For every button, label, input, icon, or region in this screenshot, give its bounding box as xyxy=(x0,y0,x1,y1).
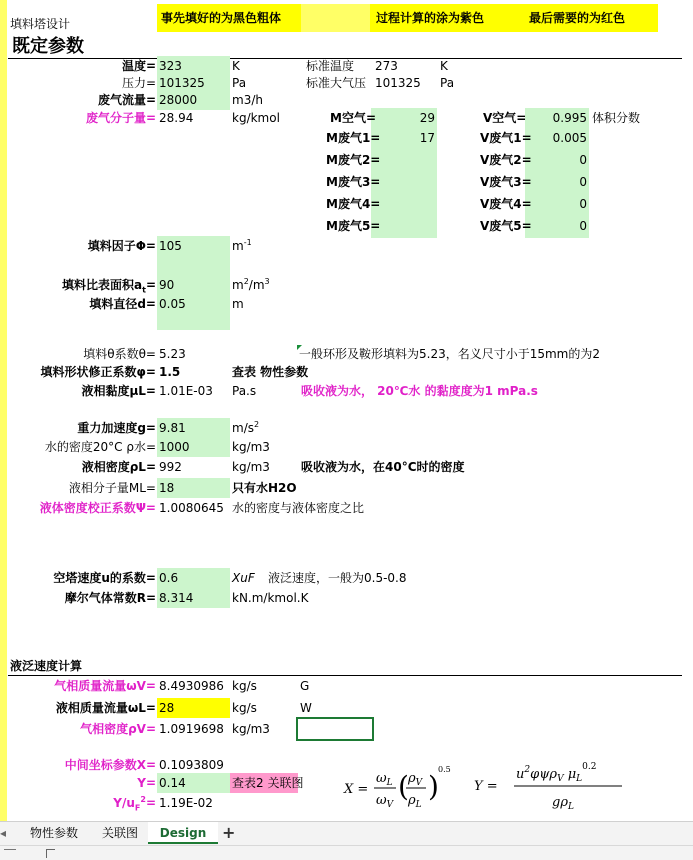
m-gas3-label: M废气3= xyxy=(326,175,381,189)
gravity-label: 重力加速度g= xyxy=(77,421,156,435)
legend-bg-mid xyxy=(301,4,370,32)
svg-text:(: ( xyxy=(398,770,409,803)
std-pressure-unit: Pa xyxy=(440,76,455,90)
svg-text:ρV: $\rho_V$ xyxy=(408,771,423,788)
svg-text:): ) xyxy=(428,770,439,803)
theta-note: 一般环形及鞍形填料为5.23，名义尺寸小于15mm的为2 xyxy=(299,347,601,361)
v-gas5-label: V废气5= xyxy=(480,219,532,233)
liq-mass-label: 液相质量流量ωL= xyxy=(55,701,156,715)
gas-mass-value[interactable]: 8.4930986 xyxy=(159,679,224,693)
pack-dia-value[interactable]: 0.05 xyxy=(157,294,230,330)
v-gas4-value[interactable]: 0 xyxy=(579,197,587,211)
liq-mass-value[interactable]: 28 xyxy=(157,698,230,718)
gas-mass-symbol: G xyxy=(300,679,310,693)
gas-den-value[interactable]: 1.0919698 xyxy=(159,722,224,736)
equation-y xyxy=(470,760,640,816)
mid-x-value[interactable]: 0.1093809 xyxy=(159,758,224,772)
m-gas1-label: M废气1= xyxy=(326,131,381,145)
v-gas4-label: V废气4= xyxy=(480,197,532,211)
gas-mw-label: 废气分子量= xyxy=(85,111,156,125)
temp-value[interactable]: 323 xyxy=(157,56,230,76)
empty-coef-note: 液泛速度，一般为0.5-0.8 xyxy=(268,571,407,585)
status-ready-icon xyxy=(4,849,16,857)
gas-const-label: 摩尔气体常数R= xyxy=(64,591,156,605)
pack-dia-label: 填料直径d= xyxy=(89,297,156,311)
spec-area-value[interactable]: 90 xyxy=(157,275,230,295)
status-bar xyxy=(0,845,693,860)
v-air-value[interactable]: 0.995 xyxy=(552,111,587,125)
liq-mw-label: 液相分子量ML= xyxy=(68,481,156,495)
add-sheet-icon[interactable]: + xyxy=(222,823,236,842)
m-gas1-value[interactable]: 17 xyxy=(419,131,435,145)
ratio-label: $Y/u_F^2=$ xyxy=(113,795,156,813)
shape-label: 填料形状修正系数φ= xyxy=(40,365,156,379)
v-gas1-value[interactable]: 0.005 xyxy=(552,131,587,145)
gravity-unit: $m/s^2$ xyxy=(232,420,260,435)
gas-den-unit: kg/m3 xyxy=(232,722,270,736)
tab-correlation-chart[interactable]: 关联图 xyxy=(102,826,139,840)
sheet-tab-bar xyxy=(0,821,693,846)
legend-purple: 过程计算的涂为紫色 xyxy=(370,4,528,32)
liq-mass-unit: kg/s xyxy=(232,701,257,715)
gas-const-unit: kN.m/kmol.K xyxy=(232,591,309,605)
pressure-label: 压力= xyxy=(121,76,156,90)
theta-value[interactable]: 5.23 xyxy=(159,347,186,361)
gravity-value[interactable]: 9.81 xyxy=(157,418,230,438)
liq-den-unit: kg/m3 xyxy=(232,460,270,474)
gas-flow-unit: m3/h xyxy=(232,93,263,107)
tab-design-label: Design xyxy=(159,826,207,840)
equation-x xyxy=(340,762,460,814)
std-pressure-label: 标准大气压 xyxy=(306,76,367,90)
v-gas5-value[interactable]: 0 xyxy=(579,219,587,233)
pack-dia-unit: m xyxy=(232,297,244,311)
pressure-unit: Pa xyxy=(232,76,247,90)
section-title: 既定参数 xyxy=(12,36,84,57)
svg-text:ωL: $\omega_L$ xyxy=(376,771,393,788)
gas-flow-label: 废气流量= xyxy=(97,93,156,107)
pack-factor-label: 填料因子Φ= xyxy=(87,239,156,253)
pack-factor-unit: $m^{-1}$ xyxy=(232,238,252,253)
svg-text:Y =: Y = xyxy=(474,779,498,794)
svg-text:0.5: 0.5 xyxy=(438,765,451,774)
v-gas3-label: V废气3= xyxy=(480,175,532,189)
water-den-label: 水的密度20°C ρ水= xyxy=(44,440,156,454)
shape-value[interactable]: 1.5 xyxy=(159,365,181,379)
empty-coef-value[interactable]: 0.6 xyxy=(157,568,230,588)
svg-text:X =: X = xyxy=(344,782,369,797)
empty-coef-unit: XuF xyxy=(232,571,255,585)
left-margin-strip xyxy=(0,0,7,821)
selected-cell[interactable] xyxy=(296,717,374,741)
pressure-value[interactable]: 101325 xyxy=(157,73,230,93)
den-corr-note: 水的密度与液体密度之比 xyxy=(232,501,365,515)
water-den-value[interactable]: 1000 xyxy=(157,437,230,457)
m-gas2-label: M废气2= xyxy=(326,153,381,167)
temp-label: 温度= xyxy=(121,59,156,73)
gas-mass-unit: kg/s xyxy=(232,679,257,693)
m-gas5-label: M废气5= xyxy=(326,219,381,233)
gas-mw-unit: kg/kmol xyxy=(232,111,280,125)
std-temp-label: 标准温度 xyxy=(306,59,355,73)
visc-label: 液相黏度μL= xyxy=(81,384,156,398)
liq-mass-symbol: W xyxy=(300,701,312,715)
m-air-value[interactable]: 29 xyxy=(419,111,435,125)
svg-text:gρL: $g\rho_L$ xyxy=(552,795,574,812)
gas-flow-value[interactable]: 28000 xyxy=(157,90,230,110)
v-gas1-label: V废气1= xyxy=(480,131,532,145)
visc-unit: Pa.s xyxy=(232,384,257,398)
tab-physical-properties[interactable]: 物性参数 xyxy=(30,826,79,840)
std-temp-unit: K xyxy=(440,59,448,73)
spec-area-label: 填料比表面积$a_t=$ xyxy=(62,278,156,295)
std-pressure-value[interactable]: 101325 xyxy=(375,76,421,90)
tab-nav-left-icon[interactable]: ◂ xyxy=(0,826,7,840)
svg-text:u2φψρV μL0.2: $u^2\varphi\psi\rho_V$ $\mu_L^{0.2}$ xyxy=(516,762,597,784)
den-corr-label: 液体密度校正系数Ψ= xyxy=(39,501,156,515)
den-corr-value[interactable]: 1.0080645 xyxy=(159,501,224,515)
pack-factor-value[interactable]: 105 xyxy=(157,236,230,276)
v-air-label: V空气= xyxy=(483,111,527,125)
theta-label: 填料θ系数θ= xyxy=(83,347,156,361)
v-unit: 体积分数 xyxy=(592,111,641,125)
gas-mass-label: 气相质量流量ωV= xyxy=(54,679,156,693)
legend-black-bold: 事先填好的为黑色粗体 xyxy=(157,4,301,32)
v-gas3-value[interactable]: 0 xyxy=(579,175,587,189)
visc-note: 吸收液为水， 20℃水 的黏度度为1 mPa.s xyxy=(301,384,538,398)
m-gas4-label: M废气4= xyxy=(326,197,381,211)
v-gas2-value[interactable]: 0 xyxy=(579,153,587,167)
gas-const-value[interactable]: 8.314 xyxy=(157,588,230,608)
ratio-value[interactable]: 1.19E-02 xyxy=(159,796,213,810)
m-air-label: M空气= xyxy=(330,111,376,125)
liq-mw-value[interactable]: 18 xyxy=(157,478,230,498)
mid-x-label: 中间坐标参数X= xyxy=(64,758,156,772)
liq-den-note: 吸收液为水，在40°C时的密度 xyxy=(301,460,465,474)
tab-design[interactable] xyxy=(148,822,218,844)
liq-mw-note: 只有水H2O xyxy=(232,481,297,495)
flood-section-title: 液泛速度计算 xyxy=(10,659,83,673)
water-den-unit: kg/m3 xyxy=(232,440,270,454)
liq-den-value[interactable]: 992 xyxy=(159,460,182,474)
gas-mw-value[interactable]: 28.94 xyxy=(159,111,194,125)
empty-coef-label: 空塔速度u的系数= xyxy=(53,571,156,585)
spec-area-unit: $m^2/m^3$ xyxy=(232,277,270,292)
svg-text:ρL: $\rho_L$ xyxy=(408,793,422,810)
gas-den-label: 气相密度ρV= xyxy=(80,722,156,736)
status-accessibility-icon[interactable] xyxy=(46,849,55,858)
v-gas2-label: V废气2= xyxy=(480,153,532,167)
svg-text:ωV: $\omega_V$ xyxy=(376,793,394,810)
y-note[interactable]: 查表2 关联图 xyxy=(230,773,298,793)
y-value[interactable]: 0.14 xyxy=(157,773,230,793)
shape-note: 查表 物性参数 xyxy=(232,365,309,379)
legend-red: 最后需要的为红色 xyxy=(524,4,658,32)
y-label: Y= xyxy=(137,776,156,790)
visc-value[interactable]: 1.01E-03 xyxy=(159,384,213,398)
temp-unit: K xyxy=(232,59,240,73)
std-temp-value[interactable]: 273 xyxy=(375,59,398,73)
sheet-title: 填料塔设计 xyxy=(10,17,71,31)
liq-den-label: 液相密度ρL= xyxy=(81,460,156,474)
